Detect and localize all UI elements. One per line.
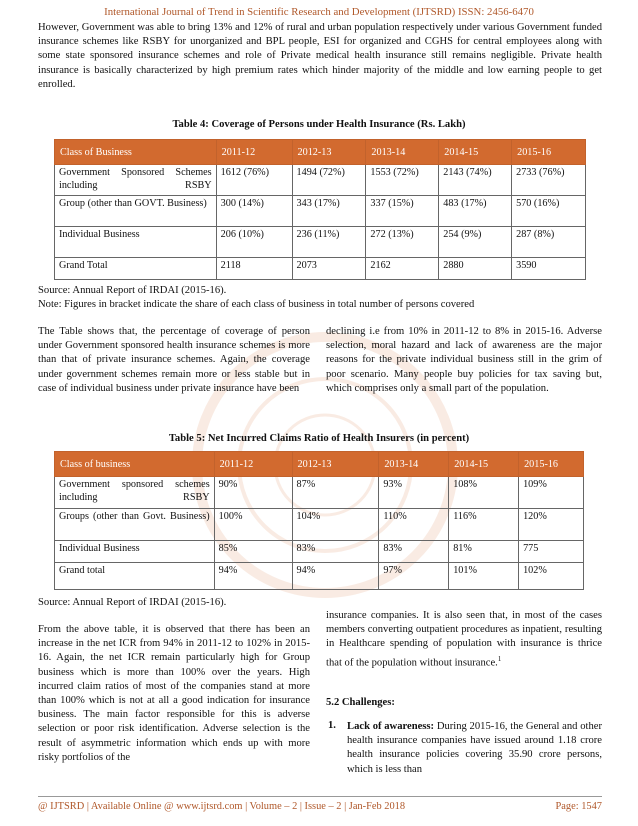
table-cell: 85% (214, 541, 292, 563)
table-cell: 109% (519, 477, 584, 509)
footnote-mark: 1 (497, 654, 502, 663)
table-cell: 97% (379, 563, 449, 590)
table-cell: 102% (519, 563, 584, 590)
table-cell: 120% (519, 509, 584, 541)
table-cell: Groups (other than Govt. Business) (55, 509, 215, 541)
table-cell: 337 (15%) (366, 196, 439, 227)
table-header-cell: 2015-16 (519, 452, 584, 477)
list-item (347, 720, 602, 777)
table-cell: Government sponsored schemes including RSBY (55, 477, 215, 509)
body-paragraph-left-2: From the above table, it is observed that there has been an increase in the net ICR from 94% in 2011-12 to 102% in 2015-16. Again, the net ICR remain particularly high for Group business which is more than 100% over the years. High incurred claim ratios of most of the companies stand at more than 100% which is not at all a good indication for insurance business. The main factor responsible for this is adverse selection or poor risk identification. Adverse selection is the result of asymmetric information which ends up with more risky portfolios of the (38, 624, 310, 763)
table-cell: 272 (13%) (366, 227, 439, 258)
table-row (55, 196, 586, 227)
table-row (55, 258, 586, 280)
table-cell: 2073 (292, 258, 366, 280)
table-header-cell: Class of business (55, 452, 215, 477)
table-cell: 300 (14%) (216, 196, 292, 227)
table-header-cell: 2012-13 (292, 140, 366, 165)
table-cell: 108% (449, 477, 519, 509)
table5-caption: Table 5: Net Incurred Claims Ratio of Health Insurers (in percent) (168, 433, 470, 444)
table-header-cell: 2011-12 (216, 140, 292, 165)
table-cell: 87% (292, 477, 379, 509)
table-header-cell: 2015-16 (512, 140, 586, 165)
table-cell: 83% (292, 541, 379, 563)
body-paragraph-right-2 (326, 609, 602, 670)
table-cell: 483 (17%) (439, 196, 512, 227)
body-paragraph-right-1: declining i.e from 10% in 2011-12 to 8% in 2015-16. Adverse selection, moral hazard and lack of awareness are the major reasons for the private individual business still in the grim of poor scenario. Many people buy policies for tax saving but, which comprises only a small part of the population. (326, 326, 602, 394)
table-cell: 100% (214, 509, 292, 541)
table-cell: 2733 (76%) (512, 165, 586, 196)
journal-header: International Journal of Trend in Scientific Research and Development (IJTSRD) ISSN: 2456-6470 (104, 6, 534, 18)
table-cell: 236 (11%) (292, 227, 366, 258)
table-cell: 2118 (216, 258, 292, 280)
page-footer (38, 801, 602, 812)
table-cell: Grand Total (55, 258, 217, 280)
table-cell: Group (other than GOVT. Business) (55, 196, 217, 227)
table-cell: 116% (449, 509, 519, 541)
table-cell: 3590 (512, 258, 586, 280)
table-row (55, 541, 584, 563)
table-cell: 110% (379, 509, 449, 541)
table-cell: 2880 (439, 258, 512, 280)
table-cell: 90% (214, 477, 292, 509)
table5 (54, 451, 584, 590)
table-header-cell: Class of Business (55, 140, 217, 165)
list-item-title: Lack of awareness: (347, 721, 435, 732)
table-cell: 206 (10%) (216, 227, 292, 258)
table-header-cell: 2011-12 (214, 452, 292, 477)
table4-source: Source: Annual Report of IRDAI (2015-16). (38, 285, 227, 296)
table-cell: Grand total (55, 563, 215, 590)
table5-source: Source: Annual Report of IRDAI (2015-16). (38, 597, 227, 608)
table-cell: 81% (449, 541, 519, 563)
table-cell: 94% (214, 563, 292, 590)
footer-divider (38, 796, 602, 797)
body-paragraph-right-2-text: insurance companies. It is also seen that, in most of the cases members converting outpatient procedures as inpatient, resulting in Healthcare spending of population with insurance is thrice that of the population without insurance. (326, 610, 602, 669)
table-row (55, 563, 584, 590)
list-item-number: 1. (328, 720, 336, 731)
table-header-cell: 2014-15 (439, 140, 512, 165)
list-item-text: During 2015-16, the General and other health insurance companies have issued around 1.18 crore health insurance policies covering 35.90 crore persons, which is less than (347, 721, 602, 775)
table4-caption: Table 4: Coverage of Persons under Health Insurance (Rs. Lakh) (172, 119, 466, 130)
footer-left-text: @ IJTSRD | Available Online @ www.ijtsrd.com | Volume – 2 | Issue – 2 | Jan-Feb 2018 (38, 801, 406, 812)
table-cell: 1553 (72%) (366, 165, 439, 196)
section-heading: 5.2 Challenges: (326, 697, 395, 708)
table-row (55, 227, 586, 258)
table-cell: 101% (449, 563, 519, 590)
table-header-cell: 2013-14 (379, 452, 449, 477)
table-cell: 2143 (74%) (439, 165, 512, 196)
table-cell: 254 (9%) (439, 227, 512, 258)
table-cell: 94% (292, 563, 379, 590)
page-number: Page: 1547 (555, 801, 602, 812)
table-header-cell: 2013-14 (366, 140, 439, 165)
intro-paragraph: However, Government was able to bring 13% and 12% of rural and urban population respectively under various Government funded insurance schemes like RSBY for unorganized and BPL people, ESI for organized and CGHS for central employees along with some state sponsored insurance schemes and role of Private medical health insurance still remains negligible. Private health insurance is basically characterized by high premium rates which hinder majority of the middle and low earning people to get enrolled. (38, 22, 602, 90)
table4 (54, 139, 586, 280)
table-cell: 775 (519, 541, 584, 563)
table-header-cell: 2012-13 (292, 452, 379, 477)
table-cell: 93% (379, 477, 449, 509)
table-cell: Individual Business (55, 541, 215, 563)
table-cell: 83% (379, 541, 449, 563)
table-header-cell: 2014-15 (449, 452, 519, 477)
table-cell: Individual Business (55, 227, 217, 258)
table4-note: Note: Figures in bracket indicate the share of each class of business in total number of persons covered (38, 299, 475, 310)
table-cell: 570 (16%) (512, 196, 586, 227)
table-cell: Government Sponsored Schemes including RSBY (55, 165, 217, 196)
table-cell: 287 (8%) (512, 227, 586, 258)
body-paragraph-left-1: The Table shows that, the percentage of coverage of person under Government sponsored health insurance schemes is more than that of private insurance schemes. Again, the coverage under government schemes remain more or less stable but in case of individual business under private insurance have been (38, 326, 310, 394)
table-row (55, 165, 586, 196)
table-cell: 104% (292, 509, 379, 541)
table-row (55, 477, 584, 509)
table-cell: 1612 (76%) (216, 165, 292, 196)
table-cell: 343 (17%) (292, 196, 366, 227)
table-cell: 2162 (366, 258, 439, 280)
table-row (55, 509, 584, 541)
table-cell: 1494 (72%) (292, 165, 366, 196)
